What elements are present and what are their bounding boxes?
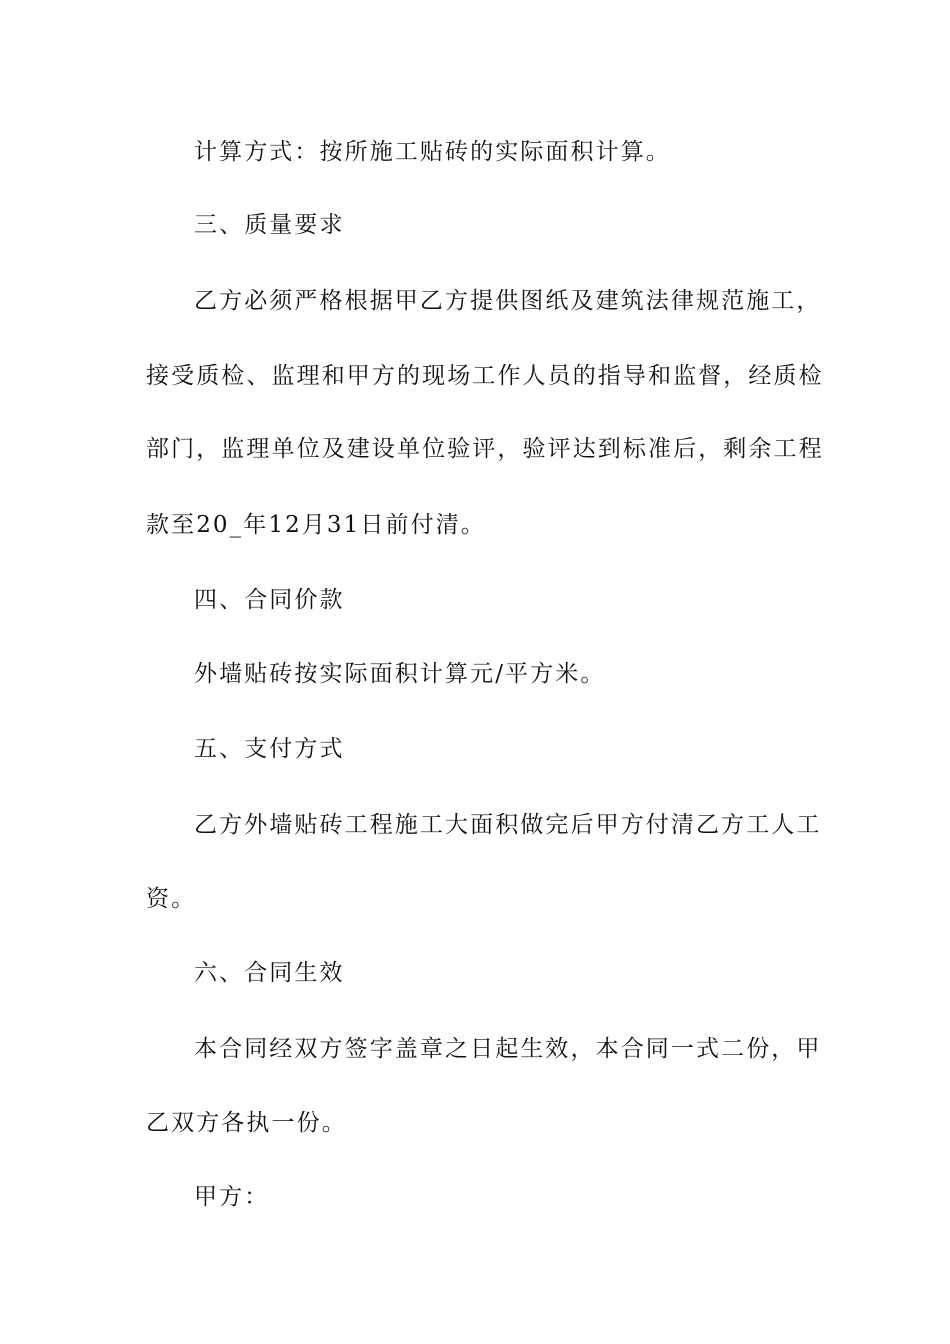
payment-para-line-1: 乙方外墙贴砖工程施工大面积做完后甲方付清乙方工人工 <box>194 812 822 838</box>
price-line: 外墙贴砖按实际面积计算元/平方米。 <box>194 661 606 687</box>
section-4-heading: 四、合同价款 <box>194 587 345 613</box>
section-3-heading: 三、质量要求 <box>194 212 345 238</box>
quality-para-line-1: 乙方必须严格根据甲乙方提供图纸及建筑法律规范施工， <box>194 288 822 314</box>
effect-para-line-1: 本合同经双方签字盖章之日起生效，本合同一式二份，甲 <box>194 1036 822 1062</box>
quality-para-line-2: 接受质检、监理和甲方的现场工作人员的指导和监督，经质检 <box>146 363 824 389</box>
quality-para-line-3: 部门，监理单位及建设单位验评，验评达到标准后，剩余工程 <box>146 436 824 462</box>
party-a-label: 甲方： <box>194 1184 270 1210</box>
effect-para-line-2: 乙双方各执一份。 <box>146 1110 347 1136</box>
quality-para-line-4: 款至20_年12月31日前付清。 <box>146 512 486 538</box>
section-6-heading: 六、合同生效 <box>194 960 345 986</box>
section-5-heading: 五、支付方式 <box>194 736 345 762</box>
calc-method-line: 计算方式：按所施工贴砖的实际面积计算。 <box>194 139 671 165</box>
payment-para-line-2: 资。 <box>146 886 197 912</box>
